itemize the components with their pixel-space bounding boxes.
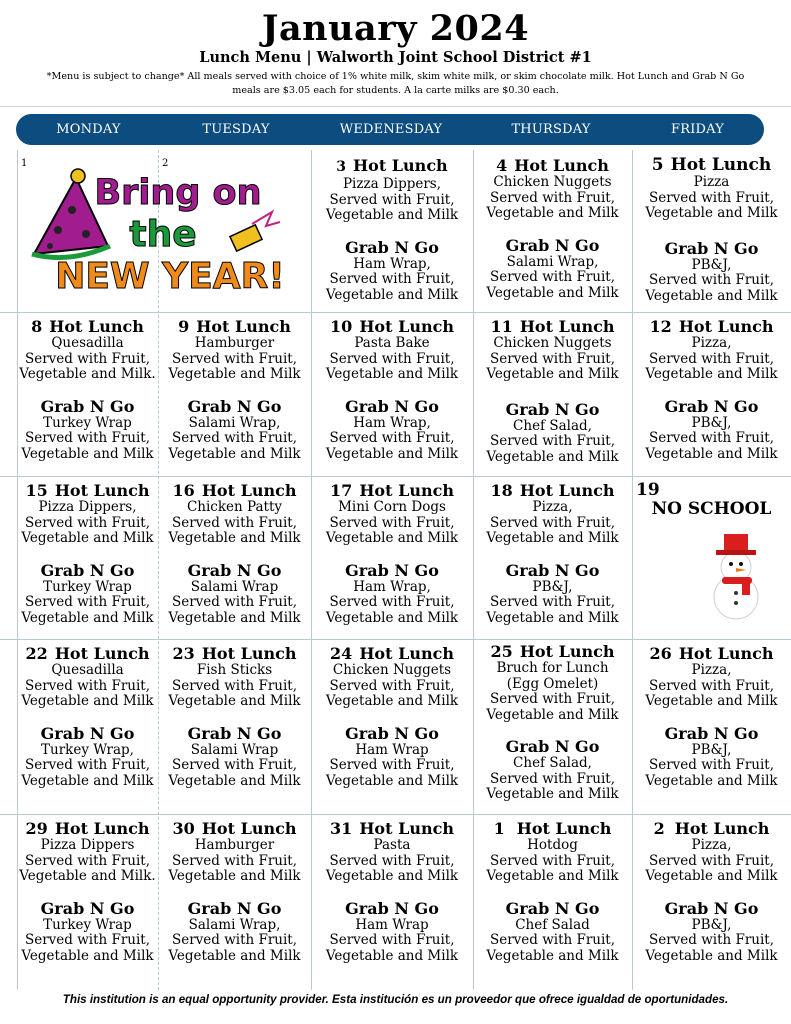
grab-n-go-label: Grab N Go <box>40 723 135 743</box>
date-number: 30 <box>172 819 195 838</box>
menu-item: Hamburger <box>194 837 275 853</box>
date-number: 1 <box>493 819 505 838</box>
hot-lunch-label: Hot Lunch <box>54 819 150 838</box>
day-cell-feb-2 <box>632 819 791 964</box>
noisemaker-icon <box>230 212 280 251</box>
hot-lunch-label: Hot Lunch <box>353 156 448 175</box>
menu-item: Turkey Wrap <box>43 578 132 595</box>
menu-item: Vegetable and Milk <box>486 706 619 723</box>
grid-line <box>0 476 791 477</box>
grab-n-go-label: Grab N Go <box>187 723 282 743</box>
date-number: 25 <box>490 642 513 661</box>
day-cell-jan-11 <box>473 317 632 465</box>
menu-item: Chicken Patty <box>186 499 283 515</box>
menu-item: Vegetable and Milk <box>645 205 778 221</box>
menu-item: PB&J, <box>691 414 732 431</box>
day-cell-jan-10 <box>311 317 473 462</box>
menu-item: Served with Fruit, <box>24 852 151 869</box>
menu-note-line-2: meals are $3.05 each for students. A la carte milks are $0.30 each. <box>232 85 559 96</box>
calendar-grid <box>0 150 791 990</box>
menu-item: Served with Fruit, <box>489 594 616 610</box>
menu-item: Fish Sticks <box>196 662 273 678</box>
day-cell-jan-19 <box>632 481 791 519</box>
menu-item: Served with Fruit, <box>24 430 151 446</box>
menu-item: Ham Wrap, <box>353 578 431 595</box>
menu-item: Served with Fruit, <box>489 189 616 206</box>
day-cell-jan-25 <box>473 642 632 803</box>
menu-item: Vegetable and Milk <box>168 772 301 789</box>
menu-item: Served with Fruit, <box>171 430 298 446</box>
menu-item: Vegetable and Milk <box>325 366 459 382</box>
day-cell-jan-4 <box>473 156 632 301</box>
menu-item: Served with Fruit, <box>648 932 775 948</box>
menu-item: Vegetable and Milk <box>21 772 154 789</box>
menu-item: Served with Fruit, <box>648 272 775 288</box>
menu-item: Served with Fruit, <box>24 677 151 694</box>
grab-n-go-label: Grab N Go <box>664 238 759 258</box>
grab-n-go-label: Grab N Go <box>664 396 759 416</box>
menu-item: Served with Fruit, <box>648 852 775 869</box>
menu-item: Chef Salad, <box>513 417 592 434</box>
menu-item: Served with Fruit, <box>171 677 298 694</box>
menu-item: Vegetable and Milk <box>486 205 619 221</box>
menu-item: Vegetable and Milk <box>486 366 619 382</box>
date-number: 23 <box>172 644 195 663</box>
hot-lunch-label: Hot Lunch <box>519 481 615 500</box>
menu-item: Vegetable and Milk <box>645 868 778 884</box>
day-cell-jan-12 <box>632 317 791 462</box>
menu-item: Pizza Dippers <box>40 837 135 853</box>
menu-item: Pizza, <box>691 335 732 351</box>
day-cell-jan-24 <box>311 644 473 789</box>
grab-n-go-label: Grab N Go <box>505 235 600 255</box>
menu-item: Served with Fruit, <box>489 852 616 869</box>
grab-n-go-label: Grab N Go <box>187 396 282 416</box>
grab-n-go-label: Grab N Go <box>345 898 439 918</box>
hot-lunch-label: Hot Lunch <box>201 644 297 663</box>
menu-item: Served with Fruit, <box>329 677 455 694</box>
day-cell-jan-29 <box>17 819 158 964</box>
menu-item: Turkey Wrap, <box>41 741 134 758</box>
date-number: 9 <box>178 317 190 336</box>
date-number: 22 <box>25 644 48 663</box>
grab-n-go-label: Grab N Go <box>345 723 439 743</box>
footer-statement: This institution is an equal opportunity provider. Esta institución es un proveedor que ofrece igualdad de oportunidades. <box>62 993 729 1006</box>
weekday-tuesday: TUESDAY <box>202 122 270 137</box>
hot-lunch-label: Hot Lunch <box>514 156 609 175</box>
menu-item: (Egg Omelet) <box>506 675 599 692</box>
menu-item: Served with Fruit, <box>648 757 775 773</box>
menu-item: Served with Fruit, <box>171 594 298 610</box>
grab-n-go-label: Grab N Go <box>40 898 135 918</box>
date-number: 4 <box>496 156 508 175</box>
day-cell-feb-1 <box>473 819 632 964</box>
menu-item: Served with Fruit, <box>24 350 151 367</box>
day-cell-jan-5 <box>632 156 791 304</box>
menu-item: Served with Fruit, <box>24 757 151 773</box>
menu-item: Served with Fruit, <box>489 433 616 449</box>
menu-item: Served with Fruit, <box>489 350 616 367</box>
hot-lunch-label: Hot Lunch <box>359 317 454 336</box>
hot-lunch-label: Hot Lunch <box>49 317 144 336</box>
page-title: January 2024 <box>261 8 530 49</box>
menu-item: Vegetable and Milk <box>645 287 778 304</box>
date-number: 31 <box>330 819 353 838</box>
menu-item: Chef Salad <box>515 916 590 933</box>
menu-item: Served with Fruit, <box>489 770 616 787</box>
menu-item: Vegetable and Milk <box>486 868 619 884</box>
date-number: 12 <box>649 317 672 336</box>
menu-item: Served with Fruit, <box>329 852 455 869</box>
grab-n-go-label: Grab N Go <box>187 560 282 580</box>
day-cell-jan-3 <box>311 156 473 303</box>
menu-item: Vegetable and Milk <box>325 286 459 303</box>
menu-item: Pasta <box>373 837 411 853</box>
day-cell-jan-16 <box>158 481 311 626</box>
grab-n-go-label: Grab N Go <box>345 396 439 416</box>
menu-item: Served with Fruit, <box>329 271 455 287</box>
day-cell-jan-9 <box>158 317 311 462</box>
menu-item: Served with Fruit, <box>171 757 298 773</box>
grab-n-go-label: Grab N Go <box>345 560 439 580</box>
banner-line-3: NEW YEAR! <box>55 256 285 297</box>
menu-item: Pizza <box>693 174 730 190</box>
menu-item: Served with Fruit, <box>329 350 455 367</box>
menu-item: Turkey Wrap <box>43 916 132 933</box>
menu-item: Vegetable and Milk <box>645 693 778 709</box>
menu-note <box>20 70 771 98</box>
grid-line <box>0 639 791 640</box>
grab-n-go-label: Grab N Go <box>40 396 135 416</box>
menu-item: Vegetable and Milk <box>21 609 154 626</box>
menu-item: Served with Fruit, <box>489 269 616 285</box>
menu-item: Pizza Dippers, <box>38 499 137 515</box>
menu-item: PB&J, <box>691 256 732 273</box>
menu-item: Ham Wrap <box>355 741 429 758</box>
date-number: 15 <box>25 481 48 500</box>
menu-item: Vegetable and Milk <box>486 448 619 465</box>
menu-item: Served with Fruit, <box>648 189 775 206</box>
menu-item: Served with Fruit, <box>24 594 151 610</box>
date-number: 3 <box>336 159 347 175</box>
date-number: 10 <box>330 317 353 336</box>
hot-lunch-label: Hot Lunch <box>201 481 297 500</box>
day-cell-jan-26 <box>632 644 791 789</box>
menu-item: Vegetable and Milk <box>325 868 459 884</box>
grab-n-go-label: Grab N Go <box>505 737 600 756</box>
menu-item: Vegetable and Milk <box>168 609 301 626</box>
date-number: 16 <box>172 481 195 500</box>
menu-item: Vegetable and Milk <box>486 786 619 802</box>
grab-n-go-label: Grab N Go <box>187 898 282 918</box>
menu-item: Vegetable and Milk <box>645 947 778 964</box>
menu-item: Vegetable and Milk <box>325 772 459 789</box>
date-number: 18 <box>490 481 513 500</box>
menu-item: Vegetable and Milk <box>486 284 619 301</box>
grab-n-go-label: Grab N Go <box>345 237 439 257</box>
hot-lunch-label: Hot Lunch <box>519 642 615 661</box>
menu-item: Pizza Dippers, <box>342 176 442 192</box>
grab-n-go-label: Grab N Go <box>664 898 759 918</box>
menu-item: Hamburger <box>194 335 275 351</box>
menu-item: Served with Fruit, <box>648 430 775 446</box>
menu-item: Mini Corn Dogs <box>338 499 446 515</box>
menu-item: Served with Fruit, <box>648 350 775 367</box>
menu-item: Pizza, <box>691 837 732 853</box>
menu-item: Chicken Nuggets <box>493 335 612 351</box>
day-cell-jan-22 <box>17 644 158 789</box>
hot-lunch-label: Hot Lunch <box>54 644 150 663</box>
day-cell-jan-8 <box>17 317 158 462</box>
date-number: 8 <box>31 317 43 336</box>
new-year-banner <box>28 164 308 298</box>
menu-item: Quesadilla <box>51 662 124 678</box>
menu-item: Served with Fruit, <box>171 514 298 531</box>
hot-lunch-label: Hot Lunch <box>519 317 615 336</box>
date-number: 19 <box>636 480 660 500</box>
menu-item: Chef Salad, <box>513 755 592 771</box>
day-cell-jan-18 <box>473 481 632 626</box>
hot-lunch-label: Hot Lunch <box>670 155 772 175</box>
menu-item: Vegetable and Milk <box>168 530 301 546</box>
menu-item: Served with Fruit, <box>329 514 455 531</box>
day-cell-jan-15 <box>17 481 158 626</box>
date-number: 2 <box>162 158 169 169</box>
menu-item: Vegetable and Milk <box>168 868 301 884</box>
menu-item: Vegetable and Milk <box>325 445 459 462</box>
hot-lunch-label: Hot Lunch <box>678 317 774 336</box>
menu-item: Salami Wrap, <box>506 253 599 270</box>
menu-item: Vegetable and Milk <box>325 207 459 223</box>
date-number: 24 <box>330 644 353 663</box>
menu-item: PB&J, <box>691 916 732 933</box>
date-number: 5 <box>651 155 664 175</box>
menu-item: Vegetable and Milk <box>486 609 619 626</box>
menu-item: Vegetable and Milk <box>21 947 154 964</box>
snowman-icon <box>702 531 772 621</box>
weekday-thursday: THURSDAY <box>511 122 591 137</box>
menu-item: Served with Fruit, <box>171 932 298 948</box>
grid-line <box>0 814 791 815</box>
menu-item: Salami Wrap <box>190 578 279 595</box>
menu-item: Served with Fruit, <box>489 932 616 948</box>
grab-n-go-label: Grab N Go <box>505 898 600 918</box>
menu-item: Pizza, <box>532 499 573 515</box>
menu-item: Chicken Nuggets <box>493 174 612 190</box>
menu-item: Vegetable and Milk <box>645 445 778 462</box>
menu-item: PB&J, <box>691 741 732 758</box>
menu-item: Salami Wrap <box>190 741 279 758</box>
hot-lunch-label: Hot Lunch <box>359 481 454 500</box>
menu-item: Vegetable and Milk. <box>19 366 156 382</box>
menu-item: Vegetable and Milk <box>645 772 778 789</box>
menu-item: Vegetable and Milk <box>486 530 619 546</box>
hot-lunch-label: Hot Lunch <box>674 819 770 838</box>
weekday-friday: FRIDAY <box>670 122 724 137</box>
menu-item: Vegetable and Milk <box>21 530 154 546</box>
hot-lunch-label: Hot Lunch <box>516 819 612 838</box>
menu-item: Served with Fruit, <box>329 932 455 948</box>
menu-item: Vegetable and Milk <box>168 445 301 462</box>
hot-lunch-label: Hot Lunch <box>359 644 454 663</box>
grab-n-go-label: Grab N Go <box>664 723 759 743</box>
menu-item: Ham Wrap, <box>353 414 431 431</box>
menu-item: Served with Fruit, <box>24 932 151 948</box>
menu-item: Salami Wrap, <box>188 916 281 933</box>
menu-item: Served with Fruit, <box>329 430 455 446</box>
grab-n-go-label: Grab N Go <box>505 560 600 580</box>
date-number: 1 <box>21 158 28 169</box>
grab-n-go-label: Grab N Go <box>505 399 600 419</box>
menu-item: Vegetable and Milk <box>168 693 301 709</box>
menu-item: Served with Fruit, <box>329 757 455 773</box>
weekday-wednesday: WEDENESDAY <box>339 122 443 137</box>
menu-item: Served with Fruit, <box>489 514 616 531</box>
menu-item: Vegetable and Milk <box>325 609 459 626</box>
grab-n-go-label: Grab N Go <box>40 560 135 580</box>
hot-lunch-label: Hot Lunch <box>54 481 150 500</box>
menu-item: Ham Wrap, <box>353 255 431 272</box>
day-cell-jan-17 <box>311 481 473 626</box>
day-cell-jan-23 <box>158 644 311 789</box>
weekday-monday: MONDAY <box>56 122 121 137</box>
page-subtitle: Lunch Menu | Walworth Joint School District #1 <box>199 49 592 66</box>
grid-line <box>0 312 791 313</box>
menu-item: Vegetable and Milk <box>21 445 154 462</box>
menu-item: Served with Fruit, <box>24 514 151 531</box>
menu-item: Vegetable and Milk <box>168 366 301 382</box>
menu-item: Salami Wrap, <box>188 414 281 431</box>
hot-lunch-label: Hot Lunch <box>359 819 454 838</box>
menu-item: Vegetable and Milk <box>645 366 778 382</box>
menu-item: Turkey Wrap <box>43 414 132 431</box>
hot-lunch-label: Hot Lunch <box>196 317 291 336</box>
menu-item: Served with Fruit, <box>329 594 455 610</box>
date-number: 11 <box>490 317 513 336</box>
menu-item: Pizza, <box>691 662 732 678</box>
header-divider <box>0 106 791 107</box>
menu-item: Served with Fruit, <box>171 350 298 367</box>
menu-item: Vegetable and Milk <box>325 530 459 546</box>
banner-line-1: Bring on <box>94 173 262 213</box>
hot-lunch-label: Hot Lunch <box>201 819 297 838</box>
menu-item: Served with Fruit, <box>648 677 775 694</box>
date-number: 29 <box>25 819 48 838</box>
day-cell-jan-31 <box>311 819 473 964</box>
weekday-header <box>16 114 764 145</box>
menu-item: Vegetable and Milk <box>325 693 459 709</box>
menu-item: Bruch for Lunch <box>496 660 609 676</box>
menu-item: Ham Wrap <box>355 916 429 933</box>
menu-item: Served with Fruit, <box>329 191 455 208</box>
menu-item: Vegetable and Milk <box>168 947 301 964</box>
date-number: 2 <box>653 819 665 838</box>
day-cell-jan-30 <box>158 819 311 964</box>
menu-item: Vegetable and Milk. <box>19 868 156 884</box>
no-school-label: NO SCHOOL <box>651 499 772 519</box>
hot-lunch-label: Hot Lunch <box>678 644 774 663</box>
menu-item: Chicken Nuggets <box>332 662 452 678</box>
menu-item: Pasta Bake <box>354 335 430 351</box>
menu-item: Served with Fruit, <box>489 691 616 707</box>
menu-note-line-1: *Menu is subject to change* All meals served with choice of 1% white milk, skim white milk, or skim chocolate milk. Hot Lunch and Grab N Go <box>46 71 745 82</box>
menu-item: Vegetable and Milk <box>325 947 459 964</box>
menu-item: Quesadilla <box>51 335 124 351</box>
menu-item: Hotdog <box>527 837 578 853</box>
menu-item: Served with Fruit, <box>171 852 298 869</box>
banner-line-2: the <box>129 214 197 255</box>
date-number: 17 <box>330 481 353 500</box>
date-number: 26 <box>649 644 672 663</box>
menu-item: Vegetable and Milk <box>486 947 619 964</box>
menu-item: PB&J, <box>532 578 573 595</box>
menu-item: Vegetable and Milk <box>21 693 154 709</box>
